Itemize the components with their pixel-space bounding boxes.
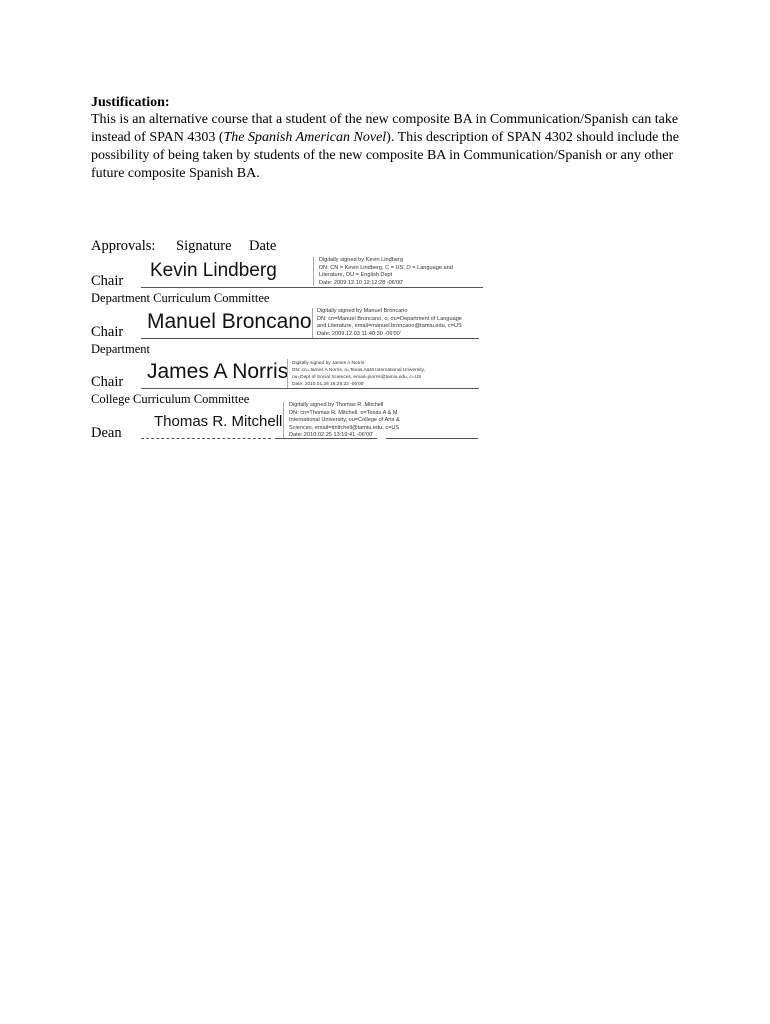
signature-divider bbox=[283, 402, 284, 438]
digital-cert-thomas-r-mitchell: Digitally signed by Thomas R. Mitchell DN: cn=Thomas R. Mitchell, o=Texas A & M International University, ou=College of Arts & Sciences, email=tmitchell@tamiu.edu, c=US Date: 2010.02.25 13:19:41 -06'00' bbox=[289, 402, 400, 439]
signature-divider bbox=[313, 257, 314, 286]
committee-label: Department bbox=[91, 342, 151, 356]
justification-heading: Justification: bbox=[91, 95, 170, 110]
date-column-header: Date bbox=[249, 238, 277, 254]
approvals-label: Approvals: bbox=[91, 238, 156, 254]
signature-divider bbox=[312, 308, 313, 338]
signature-line bbox=[141, 438, 271, 439]
signature-james-a-norris: James A Norris bbox=[147, 360, 289, 383]
justification-text-part-2: ). This description of SPAN 4302 should include the possibility of being taken by students of the new composite BA in Communication/Spanish or any other future composite Spanish BA. bbox=[91, 130, 679, 181]
signature-line bbox=[141, 388, 479, 389]
signature-divider bbox=[287, 359, 288, 389]
role-label: Chair bbox=[91, 374, 124, 390]
role-label: Chair bbox=[91, 273, 124, 289]
justification-paragraph bbox=[91, 111, 681, 183]
committee-label: Department Curriculum Committee bbox=[91, 291, 270, 305]
signature-column-header: Signature bbox=[176, 238, 232, 254]
signature-kevin-lindberg: Kevin Lindberg bbox=[150, 260, 277, 281]
signature-thomas-r-mitchell: Thomas R. Mitchell bbox=[154, 413, 283, 430]
committee-label: College Curriculum Committee bbox=[91, 392, 250, 406]
digital-cert-kevin-lindberg: Digitally signed by Kevin Lindberg DN: CN = Kevin Lindberg, C = US, O = Language and Literature, OU = English Dept Date: 2009.12.10 12:12:28 -06'00' bbox=[319, 257, 453, 286]
signature-manuel-broncano: Manuel Broncano bbox=[147, 310, 312, 333]
role-label: Chair bbox=[91, 324, 124, 340]
justification-text-part-1: This is an alternative course that a student of the new composite BA in Communication/Spanish can take instead of SPAN 4303 ( bbox=[91, 112, 679, 145]
digital-cert-manuel-broncano: Digitally signed by Manuel Broncano DN: cn=Manuel Broncano, o, ou=Department of Language and Literature, email=manuel.broncano@tamiu.edu, c=US Date: 2009.12.03 11:40:30 -06'00' bbox=[317, 308, 462, 337]
signature-line bbox=[141, 338, 479, 339]
digital-cert-james-a-norris: Digitally signed by James A Norris DN: cn=James A Norris, o=Texas A&M International University, ou=Dept of Social Sciences, email=jnorris@tamiu.edu, c=US Date: 2010.01.26 16:28:22 -06'00' bbox=[292, 361, 425, 387]
date-line bbox=[386, 438, 478, 439]
course-title: The Spanish American Novel bbox=[223, 130, 387, 145]
role-label: Dean bbox=[91, 425, 122, 441]
signature-line bbox=[275, 438, 377, 439]
signature-line bbox=[141, 287, 483, 288]
